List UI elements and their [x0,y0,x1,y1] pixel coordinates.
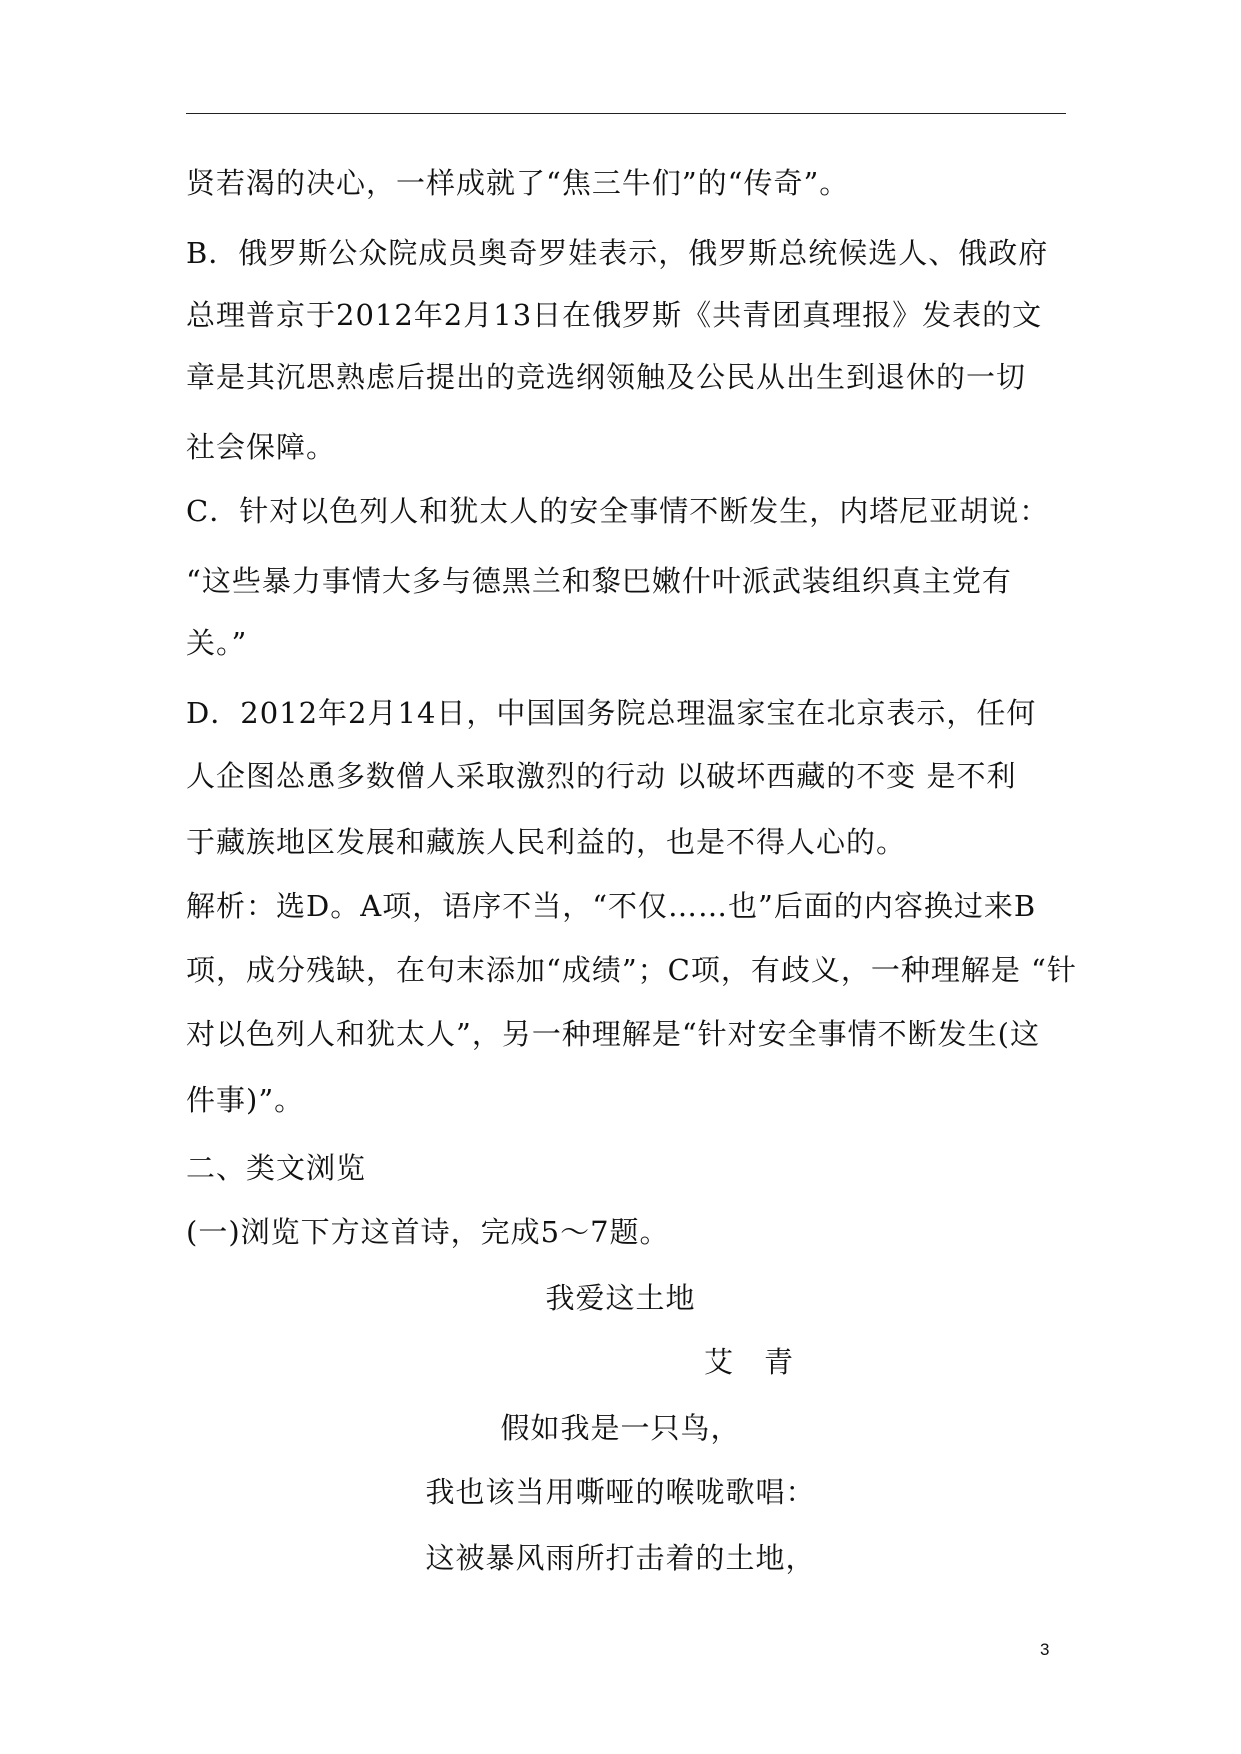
explanation-line: 解析：选D。A项，语序不当，“不仅……也”后面的内容换过来B [186,889,1037,923]
header-rule [186,113,1066,114]
poem-author: 艾 青 [704,1345,795,1379]
text-line: “这些暴力事情大多与德黑兰和黎巴嫩什叶派武装组织真主党有 [186,564,1012,598]
text-line: B．俄罗斯公众院成员奥奇罗娃表示，俄罗斯总统候选人、俄政府 [186,236,1049,270]
text-line: 章是其沉思熟虑后提出的竞选纲领触及公民从出生到退休的一切 [186,360,1027,394]
text-line: D．2012年2月14日，中国国务院总理温家宝在北京表示，任何 [186,696,1037,730]
poem-line: 这被暴风雨所打击着的土地， [425,1541,816,1575]
text-line: 于藏族地区发展和藏族人民利益的，也是不得人心的。 [186,825,907,859]
text-line: 贤若渴的决心，一样成就了“焦三牛们”的“传奇”。 [186,166,850,200]
text-line: 关。” [186,626,248,660]
explanation-line: 对以色列人和犹太人”，另一种理解是“针对安全事情不断发生(这 [186,1017,1040,1051]
text-line: 人企图怂恿多数僧人采取激烈的行动 以破坏西藏的不变 是不利 [186,759,1017,793]
explanation-line: 项，成分残缺，在句末添加“成绩”；C项，有歧义，一种理解是 “针 [186,953,1077,987]
question-intro: (一)浏览下方这首诗，完成5～7题。 [186,1215,670,1249]
poem-title: 我爱这土地 [545,1281,696,1315]
poem-line: 我也该当用嘶哑的喉咙歌唱： [425,1475,816,1509]
page-number: 3 [1040,1640,1050,1659]
text-line: C．针对以色列人和犹太人的安全事情不断发生，内塔尼亚胡说： [186,494,1050,528]
text-line: 社会保障。 [186,430,337,464]
text-line: 总理普京于2012年2月13日在俄罗斯《共青团真理报》发表的文 [186,298,1043,332]
section-heading: 二、类文浏览 [186,1151,367,1185]
poem-line: 假如我是一只鸟， [500,1411,741,1445]
explanation-line: 件事)”。 [186,1083,305,1117]
